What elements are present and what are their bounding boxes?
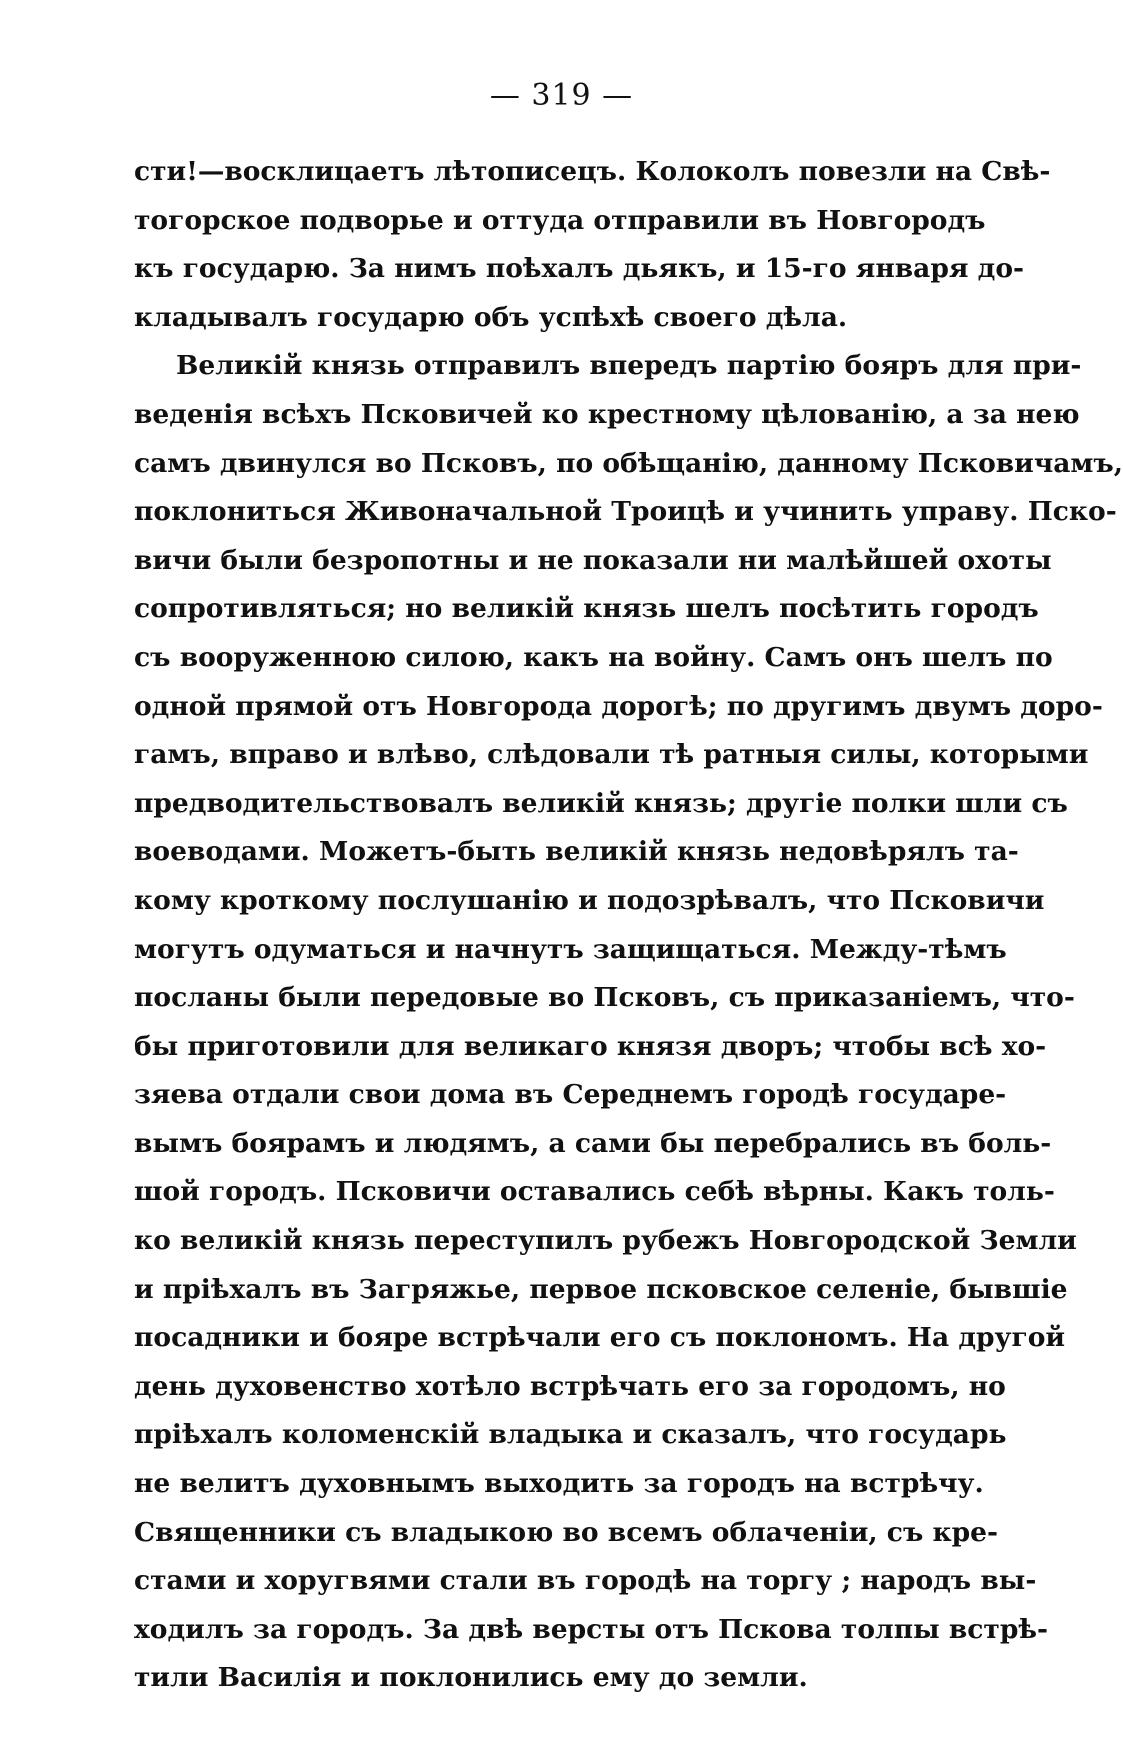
text-line: и пріѣхалъ въ Загряжье, первое псковское селеніе, бывшіе (134, 1273, 1068, 1305)
text-line: вымъ боярамъ и людямъ, а сами бы перебрались въ боль- (134, 1127, 1052, 1159)
text-line: шой городъ. Псковичи оставались себѣ вѣрны. Какъ толь- (134, 1176, 1055, 1208)
text-line: пріѣхалъ коломенскій владыка и сказалъ, что государь (134, 1419, 1007, 1451)
text-line: тили Василія и поклонились ему до земли. (134, 1662, 808, 1694)
text-line: воеводами. Можетъ-быть великій князь недовѣрялъ та- (134, 836, 1019, 868)
text-line: гамъ, вправо и влѣво, слѣдовали тѣ ратныя силы, которыми (134, 739, 1089, 771)
page-text (134, 148, 1123, 1703)
text-line: стами и хоругвями стали въ городѣ на торгу ; народъ вы- (134, 1565, 1037, 1597)
text-line: Священники съ владыкою во всемъ облаченіи, съ кре- (134, 1516, 999, 1548)
text-line: посланы были передовые во Псковъ, съ приказаніемъ, что- (134, 982, 1075, 1014)
text-line: Великій князь отправилъ впередъ партію бояръ для при- (176, 350, 1082, 382)
text-line: сти!—восклицаетъ лѣтописецъ. Колоколъ повезли на Свѣ- (134, 156, 1051, 187)
text-line: веденія всѣхъ Псковичей ко крестному цѣлованію, а за нею (134, 398, 1080, 430)
text-line: ко великій князь переступилъ рубежъ Новгородской Земли (134, 1225, 1077, 1257)
paragraph-2 (134, 342, 1123, 1703)
text-line: ходилъ за городъ. За двѣ версты отъ Пскова толпы встрѣ- (134, 1613, 1049, 1645)
text-line: тогорское подворье и оттуда отправили въ Новгородъ (134, 204, 986, 236)
paragraph-1 (134, 148, 1051, 342)
text-line: самъ двинулся во Псковъ, по обѣщанію, данному Псковичамъ, (134, 447, 1123, 479)
text-line: день духовенство хотѣло встрѣчать его за городомъ, но (134, 1370, 1006, 1402)
text-line: не велитъ духовнымъ выходить за городъ на встрѣчу. (134, 1468, 984, 1500)
text-line: одной прямой отъ Новгорода дорогѣ; по другимъ двумъ доро- (134, 690, 1103, 722)
page-number: — 319 — (489, 78, 634, 113)
text-line: съ вооруженною силою, какъ на войну. Самъ онъ шелъ по (134, 641, 1053, 673)
text-line: вичи были безропотны и не показали ни малѣйшей охоты (134, 544, 1052, 576)
text-line: зяева отдали свои дома въ Середнемъ городѣ государе- (134, 1079, 1007, 1111)
text-line: кому кроткому послушанію и подозрѣвалъ, что Псковичи (134, 884, 1045, 916)
text-line: могутъ одуматься и начнутъ защищаться. Между-тѣмъ (134, 933, 1007, 965)
text-line: предводительствовалъ великій князь; другіе полки шли съ (134, 787, 1068, 819)
text-line: поклониться Живоначальной Троицѣ и учинить управу. Пско- (134, 496, 1117, 528)
text-line: кладывалъ государю объ успѣхѣ своего дѣла. (134, 301, 848, 333)
text-line: къ государю. За нимъ поѣхалъ дьякъ, и 15-го января до- (134, 253, 1025, 285)
text-line: бы приготовили для великаго князя дворъ; чтобы всѣ хо- (134, 1030, 1047, 1062)
text-line: сопротивляться; но великій князь шелъ посѣтить городъ (134, 593, 1039, 625)
text-line: посадники и бояре встрѣчали его съ поклономъ. На другой (134, 1322, 1066, 1354)
